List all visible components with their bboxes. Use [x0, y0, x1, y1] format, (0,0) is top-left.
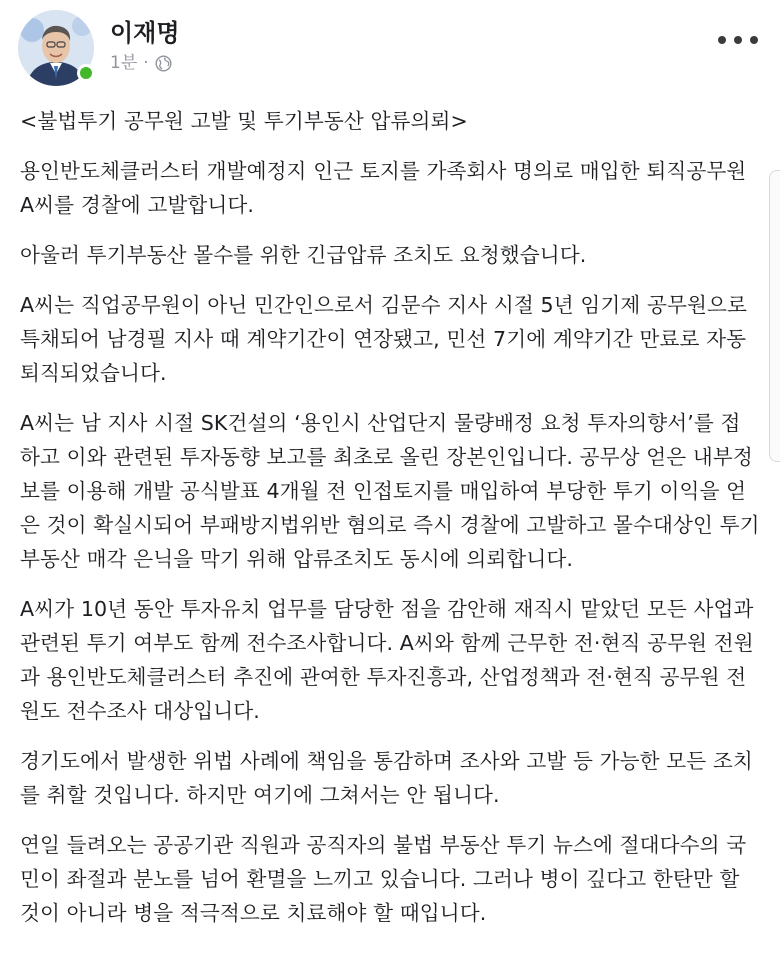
post-paragraph: A씨는 직업공무원이 아닌 민간인으로서 김문수 지사 시절 5년 임기제 공무원으로 특채되어 남경필 지사 때 계약기간이 연장됐고, 민선 7기에 계약기간 만료로 자동퇴직되었습니다. — [20, 293, 747, 385]
more-options-dot — [750, 36, 758, 44]
post-paragraph: 경기도에서 발생한 위법 사례에 책임을 통감하며 조사와 고발 등 가능한 모든 조치를 취할 것입니다. 하지만 여기에 그쳐서는 안 됩니다. — [20, 749, 753, 807]
author-name[interactable]: 이재명 — [110, 19, 180, 47]
more-options-dot — [734, 36, 742, 44]
globe-icon — [155, 55, 172, 72]
online-status-indicator — [77, 64, 95, 82]
more-options-icon — [718, 36, 726, 44]
post-header — [0, 0, 780, 96]
more-options-button[interactable] — [718, 28, 758, 52]
meta-separator: · — [143, 53, 149, 73]
post-paragraph: 아울러 투기부동산 몰수를 위한 긴급압류 조치도 요청했습니다. — [20, 243, 587, 267]
post-paragraph: A씨가 10년 동안 투자유치 업무를 담당한 점을 감안해 재직시 맡았던 모든 사업과 관련된 투기 여부도 함께 전수조사합니다. A씨와 함께 근무한 전·현직 공무원 전원과 용인반도체클러스터 추진에 관여한 투자진흥과, 산업정책과 전·현직 공무원 전원도 전수조사 대상입니다. — [20, 597, 754, 723]
post-time[interactable]: 1분 — [110, 53, 138, 73]
scrollbar[interactable] — [769, 170, 780, 462]
post-paragraph: 용인반도체클러스터 개발예정지 인근 토지를 가족회사 명의로 매입한 퇴직공무원 A씨를 경찰에 고발합니다. — [20, 159, 747, 217]
post-body — [20, 104, 760, 946]
post-meta — [110, 52, 172, 74]
post-title: <불법투기 공무원 고발 및 투기부동산 압류의뢰> — [20, 109, 468, 133]
post-paragraph: 연일 들려오는 공공기관 직원과 공직자의 불법 부동산 투기 뉴스에 절대다수의 국민이 좌절과 분노를 넘어 환멸을 느끼고 있습니다. 그러나 병이 깊다고 한탄만 할 것이 아니라 병을 적극적으로 치료해야 할 때입니다. — [20, 833, 747, 925]
post-paragraph: A씨는 남 지사 시절 SK건설의 ‘용인시 산업단지 물량배정 요청 투자의향서’를 접하고 이와 관련된 투자동향 보고를 최초로 올린 장본인입니다. 공무상 얻은 내부정보를 이용해 개발 공식발표 4개월 전 인접토지를 매입하여 부당한 투기 이익을 얻은 것이 확실시되어 부패방지법위반 혐의로 즉시 경찰에 고발하고 몰수대상인 투기 부동산 매각 은닉을 막기 위해 압류조치도 동시에 의뢰합니다. — [20, 411, 760, 571]
